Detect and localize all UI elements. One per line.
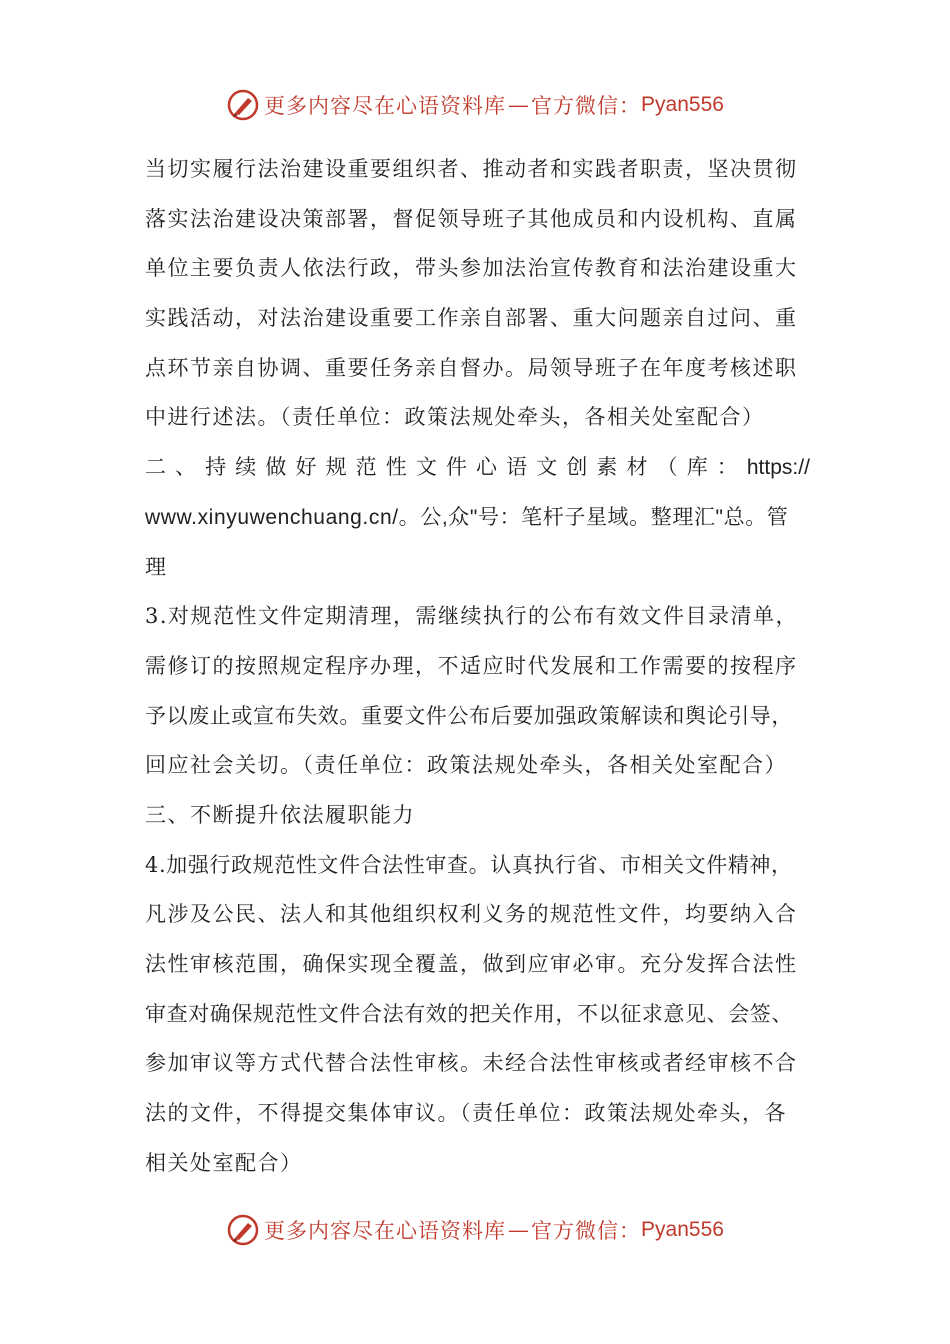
watermark-dash: —	[508, 93, 530, 117]
heading-char: 文	[415, 455, 437, 480]
text-line: 4.加强行政规范性文件合法性审查。认真执行省、市相关文件精神，	[145, 852, 793, 877]
heading-char: 范	[355, 455, 377, 480]
heading-char: 语	[506, 455, 528, 480]
watermark-header	[0, 80, 950, 130]
watermark-id: Pyan556	[641, 93, 724, 116]
pen-logo-icon	[226, 1213, 260, 1247]
watermark-footer	[0, 1205, 950, 1255]
heading-char: （	[656, 455, 678, 480]
heading-char: 心	[476, 455, 498, 480]
heading-char: 持	[205, 455, 227, 480]
heading-char: https://	[746, 456, 810, 480]
heading-char: 文	[536, 455, 558, 480]
text-line: 需修订的按照规定程序办理，不适应时代发展和工作需要的按程序	[145, 653, 798, 678]
heading-char: 续	[235, 455, 257, 480]
watermark-text: 更多内容尽在心语资料库	[264, 94, 507, 118]
text-line: 中进行述法。（责任单位：政策法规处牵头，各相关处室配合）	[145, 405, 765, 430]
heading-char: 件	[445, 455, 467, 480]
heading-char: 做	[265, 455, 287, 480]
watermark-dash: —	[508, 1218, 530, 1242]
text-line: 凡涉及公民、法人和其他组织权利义务的规范性文件，均要纳入合	[145, 902, 798, 927]
heading-char: 、	[175, 455, 197, 480]
heading-char: 库	[686, 455, 708, 480]
text-line: 3.对规范性文件定期清理，需继续执行的公布有效文件目录清单，	[145, 604, 799, 629]
heading-char: 二	[145, 455, 166, 480]
text-line: 相关处室配合）	[145, 1150, 303, 1175]
text-line: 参加审议等方式代替合法性审核。未经合法性审核或者经审核不合	[145, 1051, 798, 1076]
watermark-text: 更多内容尽在心语资料库	[264, 1219, 507, 1243]
heading-char: ：	[716, 455, 738, 480]
heading-char: 创	[566, 455, 588, 480]
heading-char: 材	[626, 455, 648, 480]
watermark-label: 官方微信：	[531, 94, 642, 118]
text-line: 当切实履行法治建设重要组织者、推动者和实践者职责，坚决贯彻	[145, 157, 798, 181]
text-line: www.xinyuwenchuang.cn/。公,众"号：笔杆子星域。整理汇"总。管	[145, 505, 789, 529]
text-line: 回应社会关切。（责任单位：政策法规处牵头，各相关处室配合）	[145, 753, 787, 778]
heading-char: 素	[596, 455, 618, 480]
text-line: 法的文件，不得提交集体审议。（责任单位：政策法规处牵头，各	[145, 1101, 787, 1126]
document-body	[145, 145, 810, 1188]
text-line: 单位主要负责人依法行政，带头参加法治宣传教育和法治建设重大	[145, 256, 798, 281]
watermark-label: 官方微信：	[531, 1219, 642, 1243]
heading-char: 规	[325, 455, 347, 480]
heading-char: 好	[295, 455, 317, 480]
pen-logo-icon	[226, 88, 260, 122]
text-line: 法性审核范围，确保实现全覆盖，做到应审必审。充分发挥合法性	[145, 952, 798, 976]
text-line: 审查对确保规范性文件合法有效的把关作用，不以征求意见、会签、	[145, 1001, 793, 1026]
heading-char: 性	[385, 455, 407, 480]
section-heading: 三、不断提升依法履职能力	[145, 802, 415, 827]
text-line: 落实法治建设决策部署，督促领导班子其他成员和内设机构、直属	[145, 206, 798, 231]
watermark-id: Pyan556	[641, 1218, 724, 1241]
text-line: 实践活动，对法治建设重要工作亲自部署、重大问题亲自过问、重	[145, 306, 798, 331]
text-line: 理	[145, 554, 168, 579]
text-line: 予以废止或宣布失效。重要文件公布后要加强政策解读和舆论引导，	[145, 703, 793, 728]
section-heading	[145, 443, 810, 493]
text-line: 点环节亲自协调、重要任务亲自督办。局领导班子在年度考核述职	[145, 355, 798, 380]
